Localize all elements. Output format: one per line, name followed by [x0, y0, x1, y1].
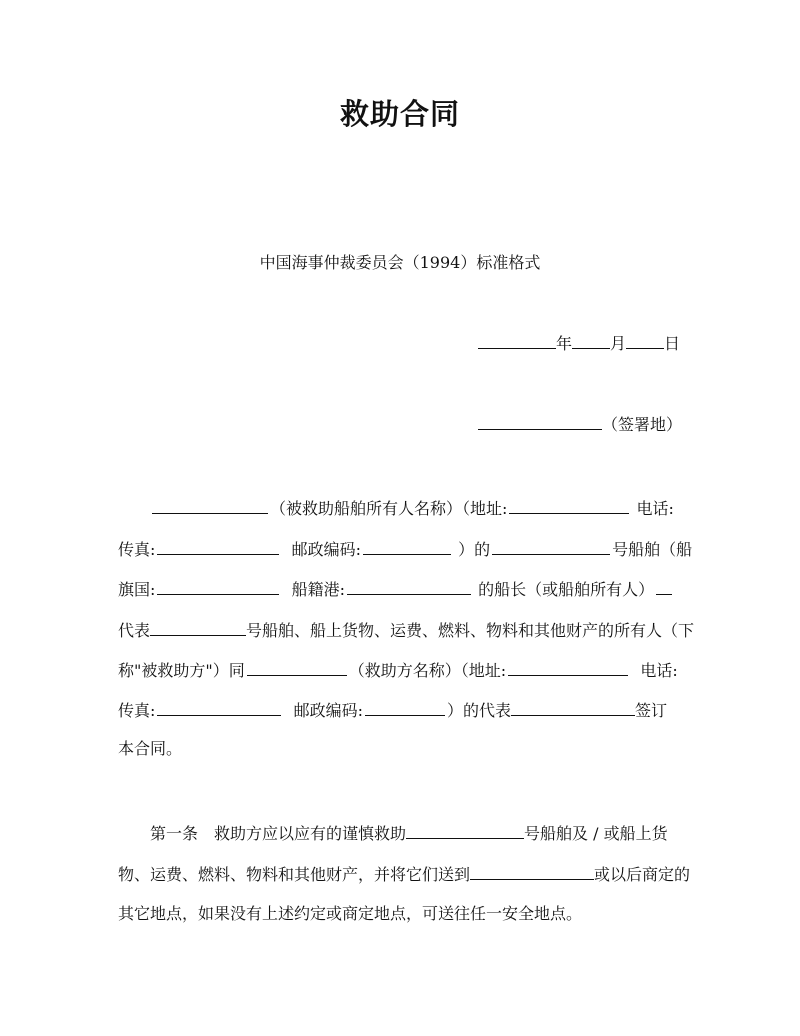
year-label: 年: [556, 334, 573, 353]
salved-owner-blank[interactable]: [152, 497, 268, 514]
month-label: 月: [610, 334, 627, 353]
sign-place-blank[interactable]: [478, 413, 602, 430]
text: 其它地点，如果没有上述约定或商定地点，可送往任一安全地点。: [118, 904, 583, 923]
text: 物、运费、燃料、物料和其他财产，并将它们送到: [118, 865, 471, 884]
document-title: 救助合同: [339, 97, 460, 131]
salvor-postcode-blank[interactable]: [365, 699, 445, 716]
article1-line-2: [118, 863, 690, 885]
text: 船籍港:: [291, 580, 345, 599]
salved-postcode-blank[interactable]: [363, 538, 451, 555]
preamble-line-1: [150, 497, 674, 519]
text: 签订: [635, 701, 668, 720]
document-subtitle: 中国海事仲裁委员会（1994）标准格式: [259, 253, 541, 272]
text: 号船舶、船上货物、运费、燃料、物料和其他财产的所有人（下: [246, 621, 695, 640]
text: 的船长（或船舶所有人）: [478, 580, 655, 599]
sign-place-label: （签署地）: [602, 415, 683, 434]
day-label: 日: [664, 334, 681, 353]
text: 邮政编码:: [291, 540, 361, 559]
text: 邮政编码:: [293, 701, 363, 720]
text: 第一条 救助方应以应有的谨慎救助: [150, 824, 407, 843]
text: 传真:: [118, 540, 156, 559]
month-blank[interactable]: [572, 332, 610, 349]
preamble-line-7: [118, 739, 182, 759]
text: 旗国:: [118, 580, 156, 599]
article1-ship-blank[interactable]: [406, 822, 524, 839]
text: 传真:: [118, 701, 156, 720]
master-blank[interactable]: [656, 578, 672, 595]
article1-line-1: [150, 822, 668, 844]
text: 称"被救助方"）同: [118, 661, 245, 680]
article1-line-3: [118, 904, 582, 924]
preamble-line-4: [118, 619, 694, 641]
text: （救助方名称）（地址:: [348, 661, 507, 680]
preamble-line-2: [118, 538, 692, 560]
salved-address-blank[interactable]: [509, 497, 629, 514]
salvor-name-blank[interactable]: [247, 659, 347, 676]
salvor-representative-blank[interactable]: [511, 699, 635, 716]
text: （被救助船舶所有人名称）（地址:: [270, 499, 508, 518]
text: 号船舶及 / 或船上货: [524, 824, 668, 843]
text: 号船舶（船: [612, 540, 693, 559]
represented-ship-blank[interactable]: [150, 619, 246, 636]
text: 代表: [118, 621, 151, 640]
preamble-line-6: [118, 699, 667, 721]
salved-fax-blank[interactable]: [157, 538, 279, 555]
flag-state-blank[interactable]: [157, 578, 279, 595]
text: ）的代表: [446, 701, 511, 720]
date-line: [478, 332, 680, 354]
day-blank[interactable]: [626, 332, 664, 349]
article1-destination-blank[interactable]: [470, 863, 594, 880]
text: 本合同。: [118, 739, 183, 758]
year-blank[interactable]: [478, 332, 556, 349]
sign-place-line: [478, 413, 682, 435]
text: 电话:: [636, 499, 674, 518]
text: 或以后商定的: [594, 865, 691, 884]
text: ）的: [458, 540, 491, 559]
text: 电话:: [640, 661, 678, 680]
salved-ship-blank[interactable]: [492, 538, 610, 555]
preamble-line-3: [118, 578, 674, 600]
salvor-address-blank[interactable]: [508, 659, 628, 676]
port-of-registry-blank[interactable]: [347, 578, 471, 595]
salvor-fax-blank[interactable]: [157, 699, 281, 716]
preamble-line-5: [118, 659, 678, 681]
